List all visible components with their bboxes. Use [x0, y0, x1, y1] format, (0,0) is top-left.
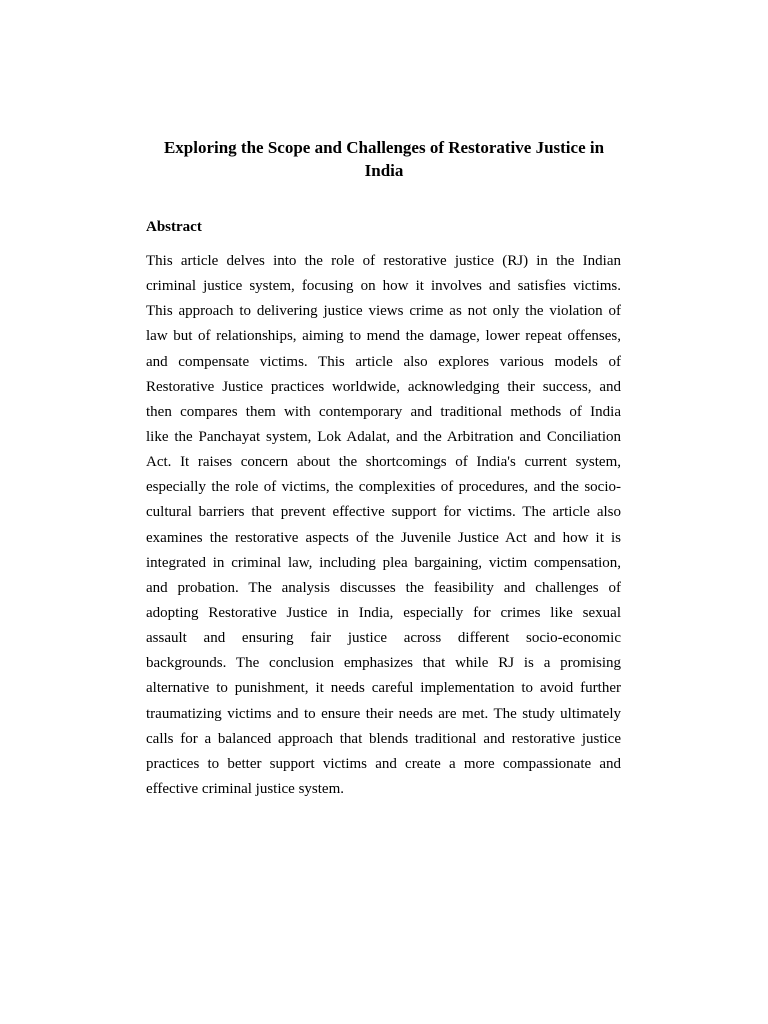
abstract-line: adopting Restorative Justice in India, especially for crimes like sexual — [146, 604, 621, 621]
abstract-line: examines the restorative aspects of the Juvenile Justice Act and how it is — [146, 529, 621, 546]
paper-title — [146, 136, 622, 182]
abstract-line: and compensate victims. This article also explores various models of — [146, 353, 621, 370]
abstract-line: backgrounds. The conclusion emphasizes that while RJ is a promising — [146, 655, 621, 672]
abstract-line: criminal justice system, focusing on how it involves and satisfies victims. — [146, 278, 621, 295]
abstract-heading: Abstract — [146, 219, 202, 235]
abstract-line: traumatizing victims and to ensure their needs are met. The study ultimately — [146, 705, 621, 722]
abstract-body — [146, 249, 621, 802]
abstract-line: integrated in criminal law, including plea bargaining, victim compensation, — [146, 554, 621, 571]
abstract-line: especially the role of victims, the complexities of procedures, and the socio- — [146, 479, 621, 496]
abstract-line: like the Panchayat system, Lok Adalat, and the Arbitration and Conciliation — [146, 428, 621, 445]
title-line-2: India — [364, 161, 404, 180]
abstract-line: Act. It raises concern about the shortcomings of India's current system, — [146, 454, 621, 471]
abstract-line: and probation. The analysis discusses the feasibility and challenges of — [146, 579, 621, 596]
abstract-line: Restorative Justice practices worldwide, acknowledging their success, and — [146, 378, 621, 395]
abstract-line: This article delves into the role of restorative justice (RJ) in the Indian — [146, 253, 621, 269]
abstract-line: cultural barriers that prevent effective support for victims. The article also — [146, 504, 621, 521]
abstract-line: then compares them with contemporary and traditional methods of India — [146, 403, 621, 420]
abstract-line: practices to better support victims and create a more compassionate and — [146, 755, 621, 772]
title-line-1: Exploring the Scope and Challenges of Restorative Justice in — [163, 138, 605, 157]
abstract-line: effective criminal justice system. — [146, 780, 344, 797]
abstract-line: law but of relationships, aiming to mend the damage, lower repeat offenses, — [146, 328, 621, 345]
abstract-line: calls for a balanced approach that blends traditional and restorative justice — [146, 730, 621, 747]
abstract-line: alternative to punishment, it needs careful implementation to avoid further — [146, 680, 621, 697]
abstract-line: assault and ensuring fair justice across different socio-economic — [146, 630, 621, 647]
abstract-line: This approach to delivering justice views crime as not only the violation of — [146, 303, 621, 320]
